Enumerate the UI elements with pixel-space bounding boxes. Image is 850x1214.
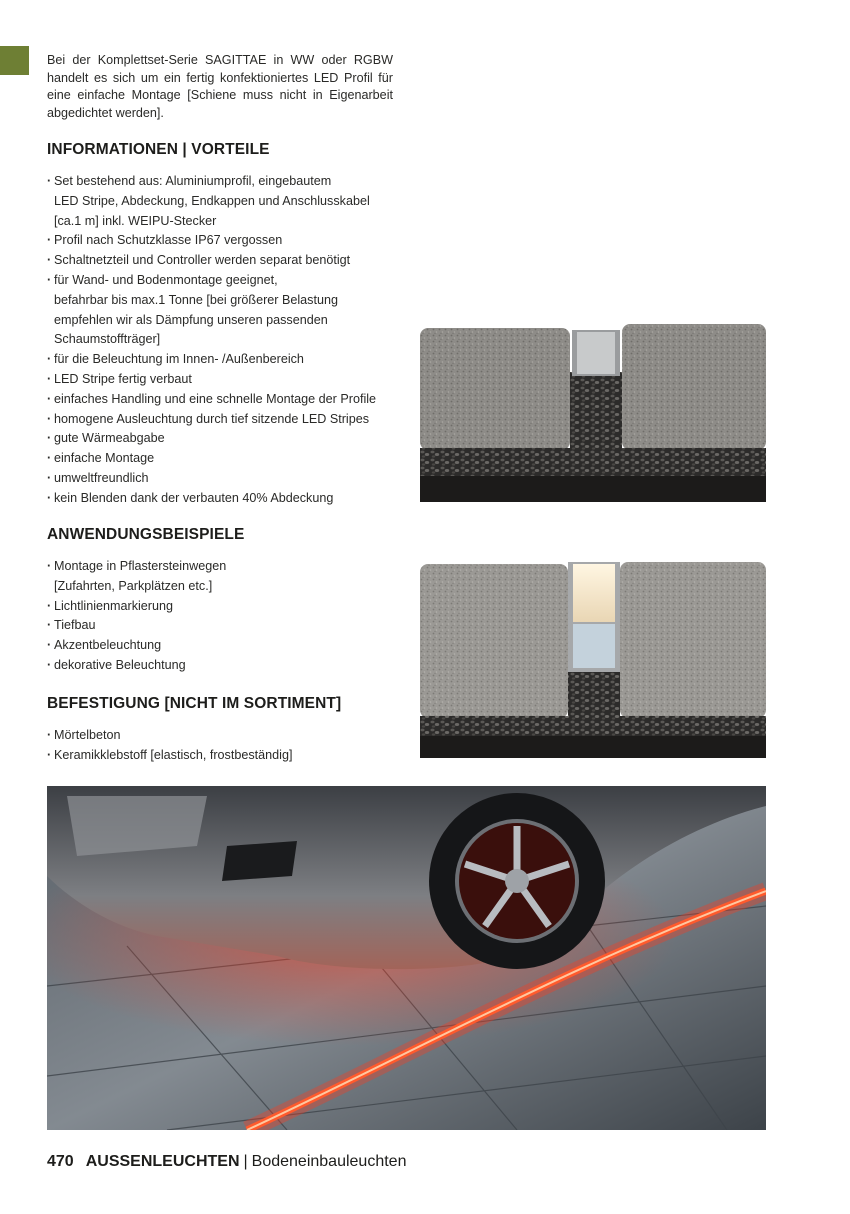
usage-list-item: · dekorative Beleuchtung [47,656,226,676]
info-list-item: · LED Stripe fertig verbaut [47,370,376,390]
product-photo-profile-off [420,322,766,502]
intro-paragraph: Bei der Komplettset-Serie SAGITTAE in WW oder RGBW handelt es sich um ein fertig konfektioniertes LED Profil für eine einfache Montage [Schiene muss nicht in Eigenarbeit abgedichtet werden]. [47,53,393,120]
usage-list-item: · Lichtlinienmarkierung [47,597,226,617]
mounting-list [47,726,292,766]
info-list-item: · gute Wärmeabgabe [47,429,376,449]
usage-list [47,557,226,676]
section-title-mounting: BEFESTIGUNG [NICHT IM SORTIMENT] [47,695,342,712]
info-list-item: · für Wand- und Bodenmontage geeignet, befahrbar bis max.1 Tonne [bei größerer Belastung empfehlen wir als Dämpfung unseren passenden Schaumstoffträger] [47,271,376,350]
chapter-tab-marker [0,46,29,75]
info-list-item: · Set bestehend aus: Aluminiumprofil, eingebautem LED Stripe, Abdeckung, Endkappen und Anschlusskabel [ca.1 m] inkl. WEIPU-Stecker [47,172,376,231]
info-list-item: · einfache Montage [47,449,376,469]
usage-list-item: · Tiefbau [47,616,226,636]
page-footer [47,1153,406,1171]
info-list-item: · umweltfreundlich [47,469,376,489]
section-title-usage: ANWENDUNGSBEISPIELE [47,526,245,543]
footer-category: AUSSENLEUCHTEN [85,1153,240,1170]
usage-list-item: · Akzentbeleuchtung [47,636,226,656]
info-list-item: · Schaltnetzteil und Controller werden separat benötigt [47,251,376,271]
info-list-item: · für die Beleuchtung im Innen- /Außenbereich [47,350,376,370]
info-list-item: · einfaches Handling und eine schnelle Montage der Profile [47,390,376,410]
footer-subcategory: Bodeneinbauleuchten [251,1153,407,1170]
section-title-info: INFORMATIONEN | VORTEILE [47,141,270,158]
info-list-item: · homogene Ausleuchtung durch tief sitzende LED Stripes [47,410,376,430]
mounting-list-item: · Keramikklebstoff [elastisch, frostbeständig] [47,746,292,766]
info-list-item: · Profil nach Schutzklasse IP67 vergossen [47,231,376,251]
usage-list-item: · Montage in Pflastersteinwegen [Zufahrten, Parkplätzen etc.] [47,557,226,597]
product-photo-profile-on [420,560,766,758]
page-number: 470 [47,1153,74,1170]
footer-separator: | [243,1153,248,1170]
info-list-item: · kein Blenden dank der verbauten 40% Abdeckung [47,489,376,509]
mounting-list-item: · Mörtelbeton [47,726,292,746]
info-list [47,172,376,509]
application-photo-car-led-line [47,786,766,1130]
